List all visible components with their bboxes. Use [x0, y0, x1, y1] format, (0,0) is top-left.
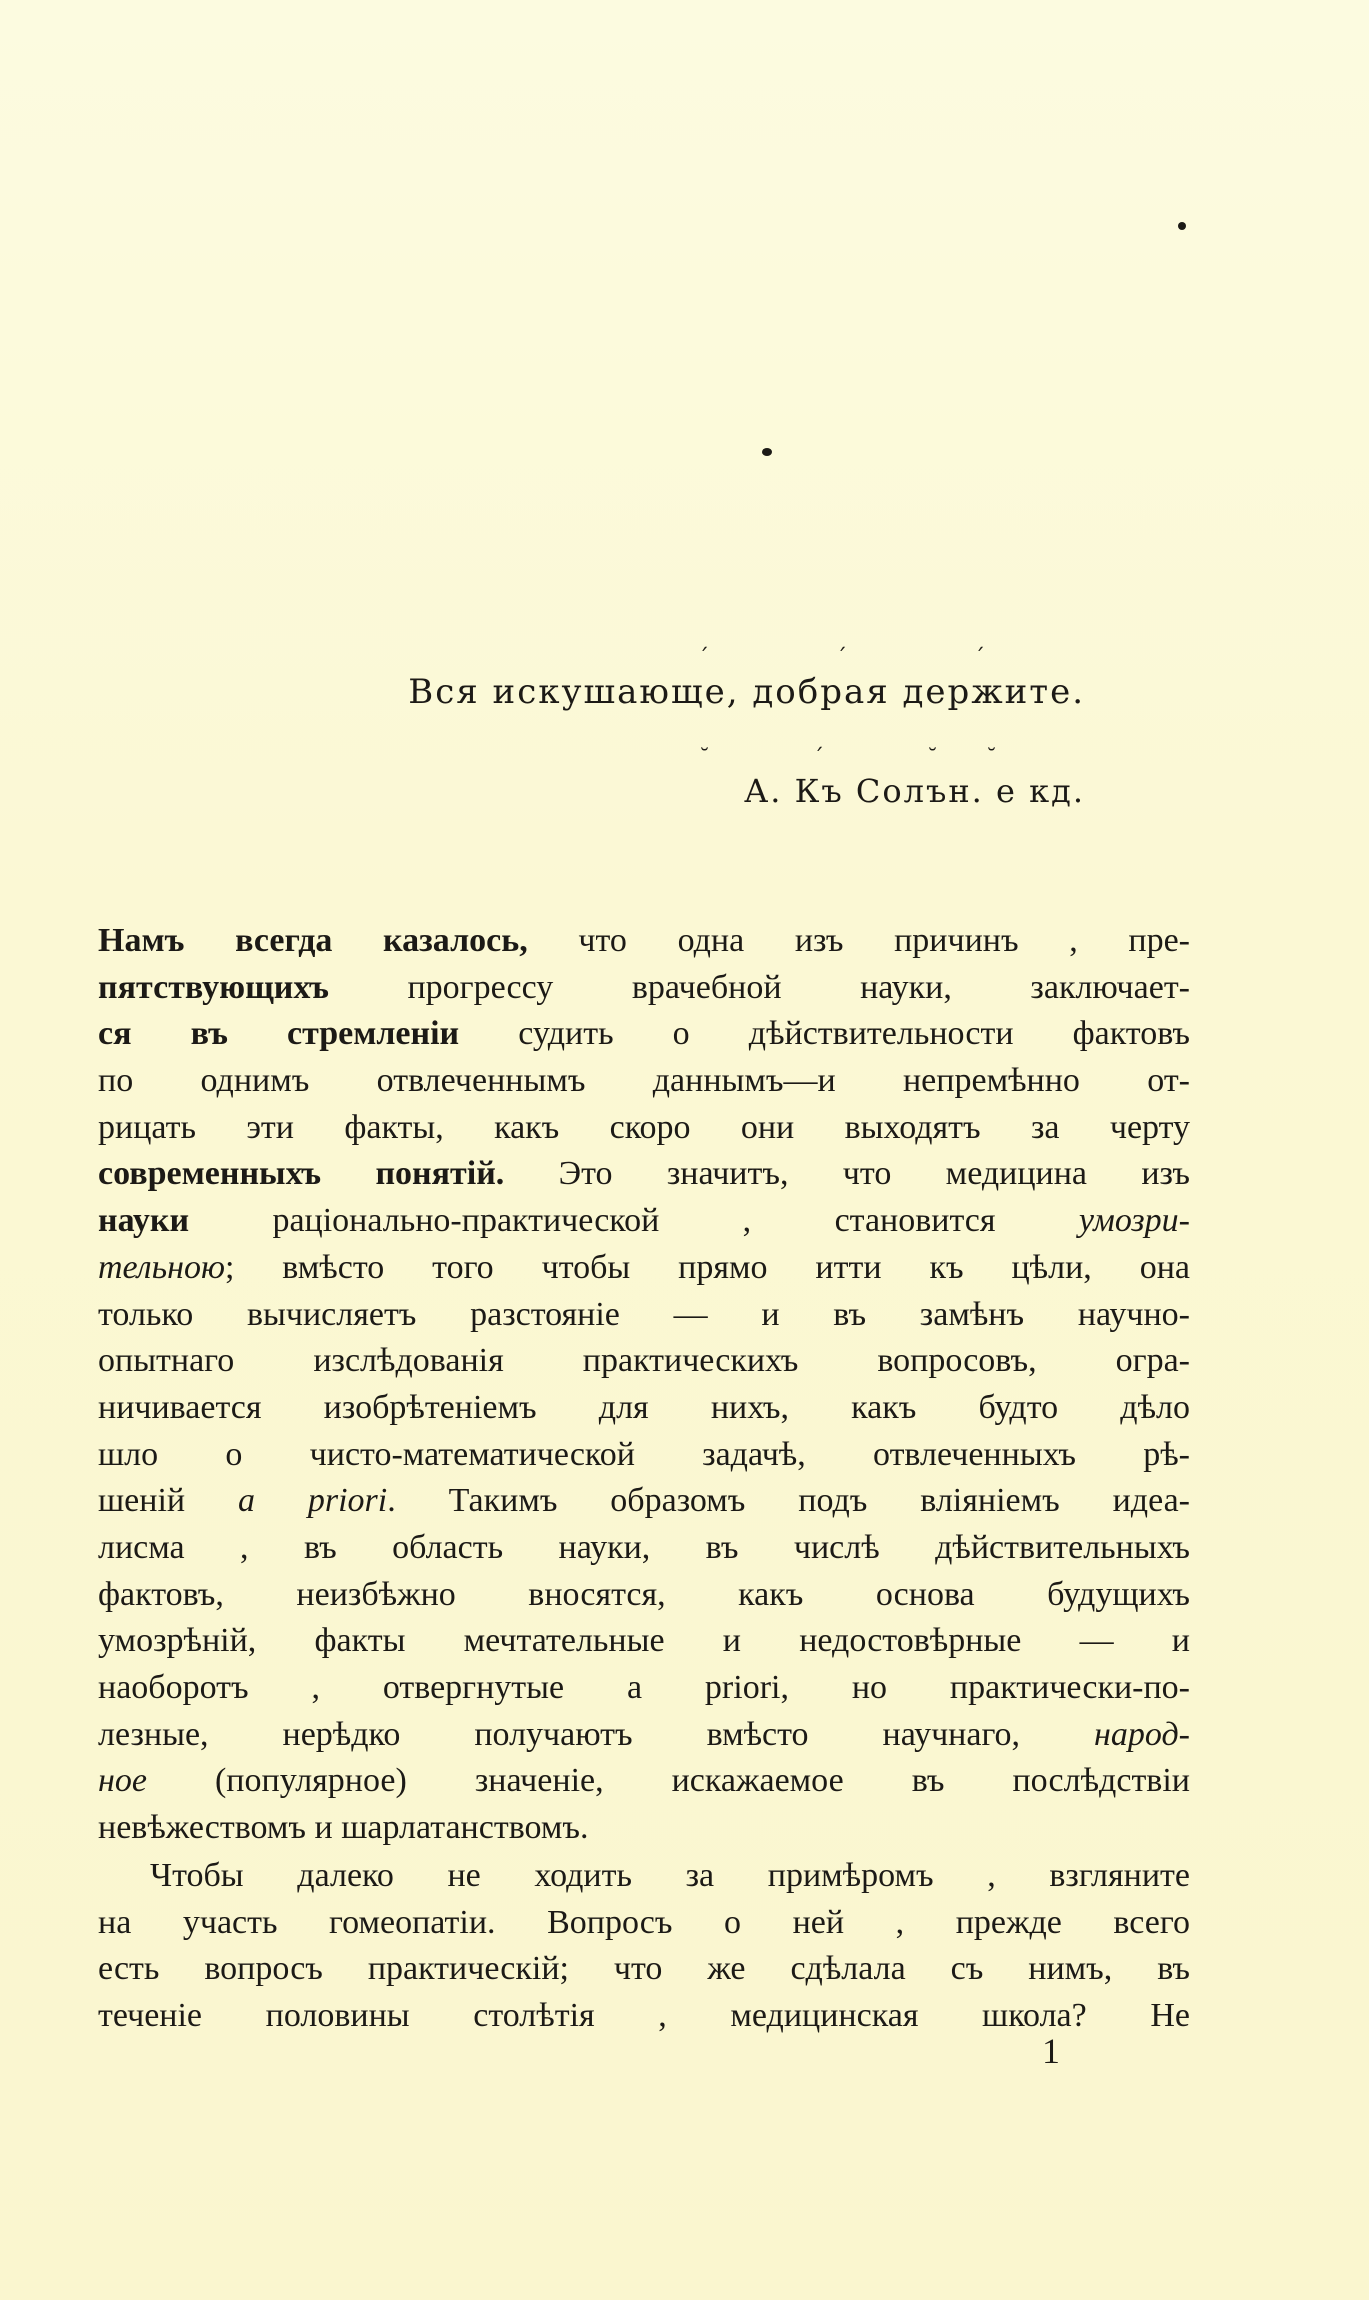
- text-line: теченіе половины столѣтія , медицинская школа? Не: [98, 1997, 1190, 2035]
- text-line: по однимъ отвлеченнымъ даннымъ—и непремѣнно от-: [98, 1062, 1190, 1100]
- epigraph-source: ˘ ´ ˘˘ А. Къ Солън. е кд.: [699, 746, 1085, 810]
- text-line: умозрѣній, факты мечтательные и недостовѣрные — и: [98, 1622, 1190, 1660]
- text-line: лезные, нерѣдко получаютъ вмѣсто научнаго, народ-: [98, 1715, 1190, 1753]
- ink-speck: [1178, 222, 1186, 230]
- text-line: науки раціонально-практической , становится умозри-: [98, 1202, 1190, 1240]
- text-line: ное (популярное) значеніе, искажаемое въ послѣдствіи: [98, 1762, 1190, 1800]
- text-line: наоборотъ , отвергнутые a priori, но практически-по-: [98, 1669, 1190, 1706]
- italic-term: a priori: [238, 1482, 388, 1520]
- text-line: ничивается изобрѣтеніемъ для нихъ, какъ будто дѣло: [98, 1388, 1190, 1426]
- text-line: есть вопросъ практическій; что же сдѣлала съ нимъ, въ: [98, 1950, 1190, 1988]
- italic-term: тельною: [98, 1248, 225, 1286]
- epigraph-quote: ´ ´ ´ Вся искушающе, добрая держите.: [408, 646, 1085, 712]
- italic-term: ное: [98, 1762, 147, 1800]
- text-line: Намъ всегда казалось, что одна изъ причинъ , пре-: [98, 922, 1190, 959]
- text-line: пятствующихъ прогрессу врачебной науки, заключает-: [98, 968, 1190, 1006]
- epigraph-source-text: А. Къ Солън. е кд.: [744, 772, 1085, 810]
- text-line: только вычисляетъ разстояніе — и въ замѣнъ научно-: [98, 1295, 1190, 1333]
- text-line: на участь гомеопатіи. Вопросъ о ней , прежде всего: [98, 1903, 1190, 1941]
- text-line: опытнаго изслѣдованія практическихъ вопросовъ, огра-: [98, 1342, 1190, 1380]
- text-line: тельною; вмѣсто того чтобы прямо итти къ цѣли, она: [98, 1248, 1190, 1286]
- paragraph-2: [98, 1853, 1190, 2040]
- epigraph-text: Вся искушающе, добрая держите.: [408, 672, 1085, 712]
- text-line: лисма , въ область науки, въ числѣ дѣйствительныхъ: [98, 1528, 1190, 1566]
- text-line: шло о чисто-математической задачѣ, отвлеченныхъ рѣ-: [98, 1435, 1190, 1473]
- page-number: 1: [1042, 2031, 1060, 2071]
- text-line: невѣжествомъ и шарлатанствомъ.: [98, 1809, 589, 1847]
- text-line: фактовъ, неизбѣжно вносятся, какъ основа будущихъ: [98, 1575, 1190, 1613]
- italic-term: народ-: [1094, 1715, 1190, 1753]
- text-line: шеній a priori. Такимъ образомъ подъ вліяніемъ идеа-: [98, 1482, 1190, 1520]
- ink-speck: [762, 448, 772, 456]
- text-line: ся въ стремленіи судить о дѣйствительности фактовъ: [98, 1015, 1190, 1053]
- text-line: современныхъ понятій. Это значитъ, что медицина изъ: [98, 1155, 1190, 1193]
- text-line: Чтобы далеко не ходить за примѣромъ , взгляните: [150, 1857, 1190, 1894]
- paragraph-1: [98, 918, 1190, 1852]
- text-line: рицать эти факты, какъ скоро они выходятъ за черту: [98, 1108, 1190, 1146]
- italic-term: умозри-: [1078, 1202, 1190, 1240]
